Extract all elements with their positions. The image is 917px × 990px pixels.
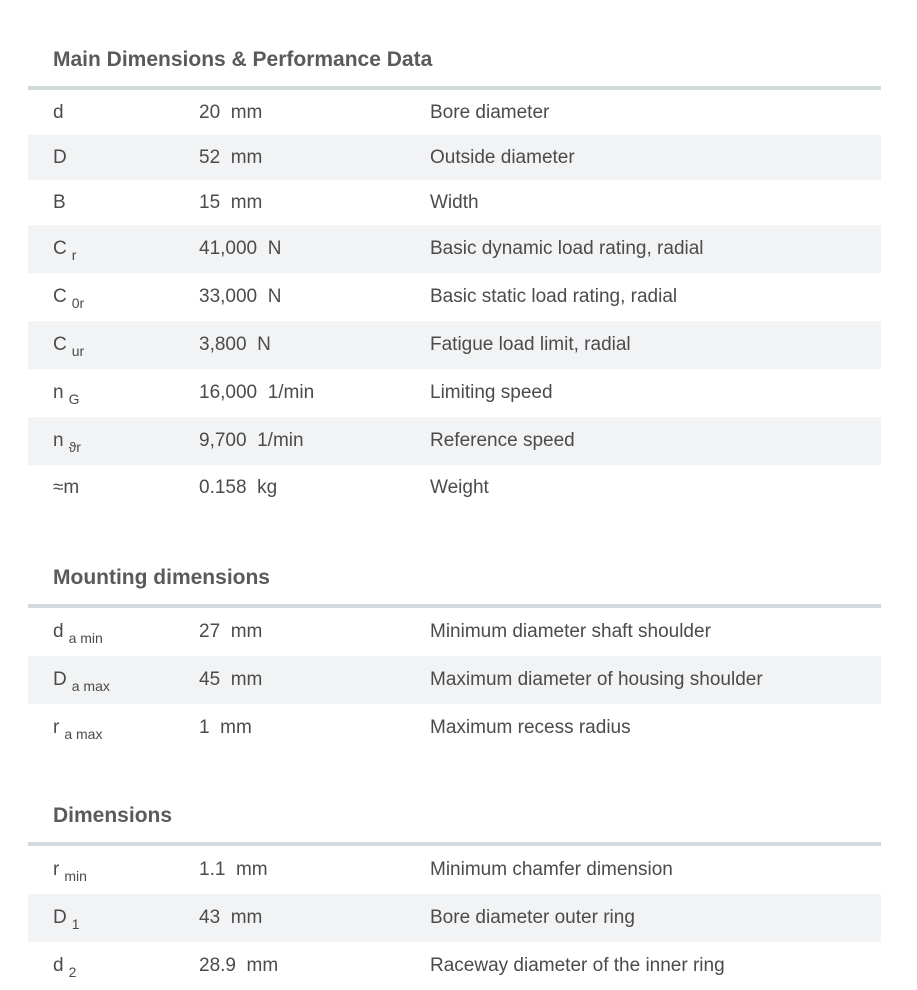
unit: mm xyxy=(230,146,263,168)
value: 3,800 xyxy=(199,334,247,355)
description-cell: Limiting speed xyxy=(430,382,553,403)
symbol-cell xyxy=(28,382,199,407)
section-mounting-dimensions xyxy=(28,510,881,752)
symbol: C xyxy=(53,334,67,355)
symbol: C xyxy=(53,238,67,259)
value: 9,700 xyxy=(199,430,247,451)
section-title: Mounting dimensions xyxy=(53,566,270,589)
description-cell: Bore diameter outer ring xyxy=(430,907,635,928)
value-cell xyxy=(199,238,430,260)
value: 1 xyxy=(199,717,210,738)
symbol: r xyxy=(53,717,60,738)
symbol-subscript: ur xyxy=(71,343,85,359)
value: 15 xyxy=(199,191,221,213)
symbol-cell xyxy=(28,859,199,884)
unit: N xyxy=(267,238,282,259)
symbol: D xyxy=(53,907,67,928)
value: 28.9 xyxy=(199,955,236,976)
symbol-cell xyxy=(28,430,199,455)
symbol-subscript: 1 xyxy=(71,916,80,932)
unit: 1/min xyxy=(267,382,315,403)
unit: mm xyxy=(246,955,279,976)
symbol-cell xyxy=(28,192,199,214)
table-row xyxy=(28,225,881,273)
table-row xyxy=(28,942,881,990)
table-row xyxy=(28,608,881,656)
unit: mm xyxy=(230,191,263,213)
unit: mm xyxy=(230,101,263,123)
value-cell xyxy=(199,147,430,169)
value-cell xyxy=(199,334,430,356)
value: 41,000 xyxy=(199,238,258,259)
symbol-cell xyxy=(28,286,199,311)
symbol-cell xyxy=(28,238,199,263)
table-row xyxy=(28,273,881,321)
symbol: D xyxy=(53,146,67,168)
value-cell xyxy=(199,382,430,404)
symbol-cell xyxy=(28,669,199,694)
value: 0.158 xyxy=(199,476,247,498)
description-cell: Reference speed xyxy=(430,430,575,451)
symbol-subscript: 2 xyxy=(68,964,77,980)
value: 45 xyxy=(199,669,221,690)
value-cell xyxy=(199,669,430,691)
description-cell: Fatigue load limit, radial xyxy=(430,334,631,355)
unit: mm xyxy=(220,717,252,738)
symbol-subscript: ϑr xyxy=(68,439,81,455)
description-cell: Maximum diameter of housing shoulder xyxy=(430,669,763,690)
table-row xyxy=(28,321,881,369)
symbol: ≈m xyxy=(53,476,80,498)
value-cell xyxy=(199,907,430,929)
symbol-cell xyxy=(28,621,199,646)
symbol-subscript: G xyxy=(68,391,80,407)
symbol: D xyxy=(53,669,67,690)
table-row xyxy=(28,704,881,752)
value-cell xyxy=(199,859,430,881)
symbol: d xyxy=(53,955,64,976)
description-cell: Maximum recess radius xyxy=(430,717,631,738)
table-row xyxy=(28,135,881,180)
description-cell: Basic dynamic load rating, radial xyxy=(430,238,704,259)
value: 1.1 xyxy=(199,859,226,880)
value: 43 xyxy=(199,907,221,928)
description-cell: Width xyxy=(430,191,479,213)
table-row xyxy=(28,846,881,894)
unit: mm xyxy=(230,621,263,642)
symbol-cell xyxy=(28,102,199,124)
unit: N xyxy=(267,286,282,307)
bearing-data-sheet xyxy=(28,0,881,990)
unit: mm xyxy=(230,907,263,928)
value: 52 xyxy=(199,146,221,168)
table-row xyxy=(28,180,881,225)
unit: kg xyxy=(257,476,278,498)
value-cell xyxy=(199,621,430,643)
section-dimensions xyxy=(28,752,881,990)
table-row xyxy=(28,369,881,417)
table-row xyxy=(28,90,881,135)
unit: 1/min xyxy=(257,430,304,451)
description-cell: Basic static load rating, radial xyxy=(430,286,678,307)
description-cell: Outside diameter xyxy=(430,146,575,168)
description-cell: Raceway diameter of the inner ring xyxy=(430,955,725,976)
symbol-cell xyxy=(28,907,199,932)
symbol-subscript: a min xyxy=(68,630,103,646)
symbol: n xyxy=(53,430,64,451)
section-title: Dimensions xyxy=(53,804,173,827)
symbol-cell xyxy=(28,334,199,359)
table-row xyxy=(28,417,881,465)
symbol-subscript: r xyxy=(71,247,77,263)
section-main-dimensions xyxy=(28,0,881,510)
value-cell xyxy=(199,717,430,739)
value: 20 xyxy=(199,101,221,123)
value-cell xyxy=(199,102,430,124)
value-cell xyxy=(199,286,430,308)
value: 16,000 xyxy=(199,382,258,403)
symbol: n xyxy=(53,382,64,403)
description-cell: Minimum diameter shaft shoulder xyxy=(430,621,711,642)
table-row xyxy=(28,894,881,942)
unit: N xyxy=(257,334,271,355)
unit: mm xyxy=(230,669,263,690)
symbol-cell xyxy=(28,147,199,169)
symbol-subscript: a max xyxy=(71,678,110,694)
value-cell xyxy=(199,430,430,452)
symbol: r xyxy=(53,859,60,880)
value: 27 xyxy=(199,621,221,642)
table-row xyxy=(28,465,881,510)
description-cell: Minimum chamfer dimension xyxy=(430,859,673,880)
value-cell xyxy=(199,192,430,214)
value-cell xyxy=(199,477,430,499)
symbol-subscript: a max xyxy=(64,726,103,742)
table-row xyxy=(28,656,881,704)
symbol-cell xyxy=(28,477,199,499)
value-cell xyxy=(199,955,430,977)
symbol: d xyxy=(53,101,64,123)
symbol: B xyxy=(53,191,66,213)
symbol: d xyxy=(53,621,64,642)
symbol-cell xyxy=(28,717,199,742)
symbol-cell xyxy=(28,955,199,980)
section-title: Main Dimensions & Performance Data xyxy=(53,48,433,71)
symbol-subscript: min xyxy=(64,868,87,884)
description-cell: Bore diameter xyxy=(430,101,550,123)
description-cell: Weight xyxy=(430,476,489,498)
symbol-subscript: 0r xyxy=(71,295,85,311)
unit: mm xyxy=(235,859,268,880)
symbol: C xyxy=(53,286,67,307)
value: 33,000 xyxy=(199,286,258,307)
